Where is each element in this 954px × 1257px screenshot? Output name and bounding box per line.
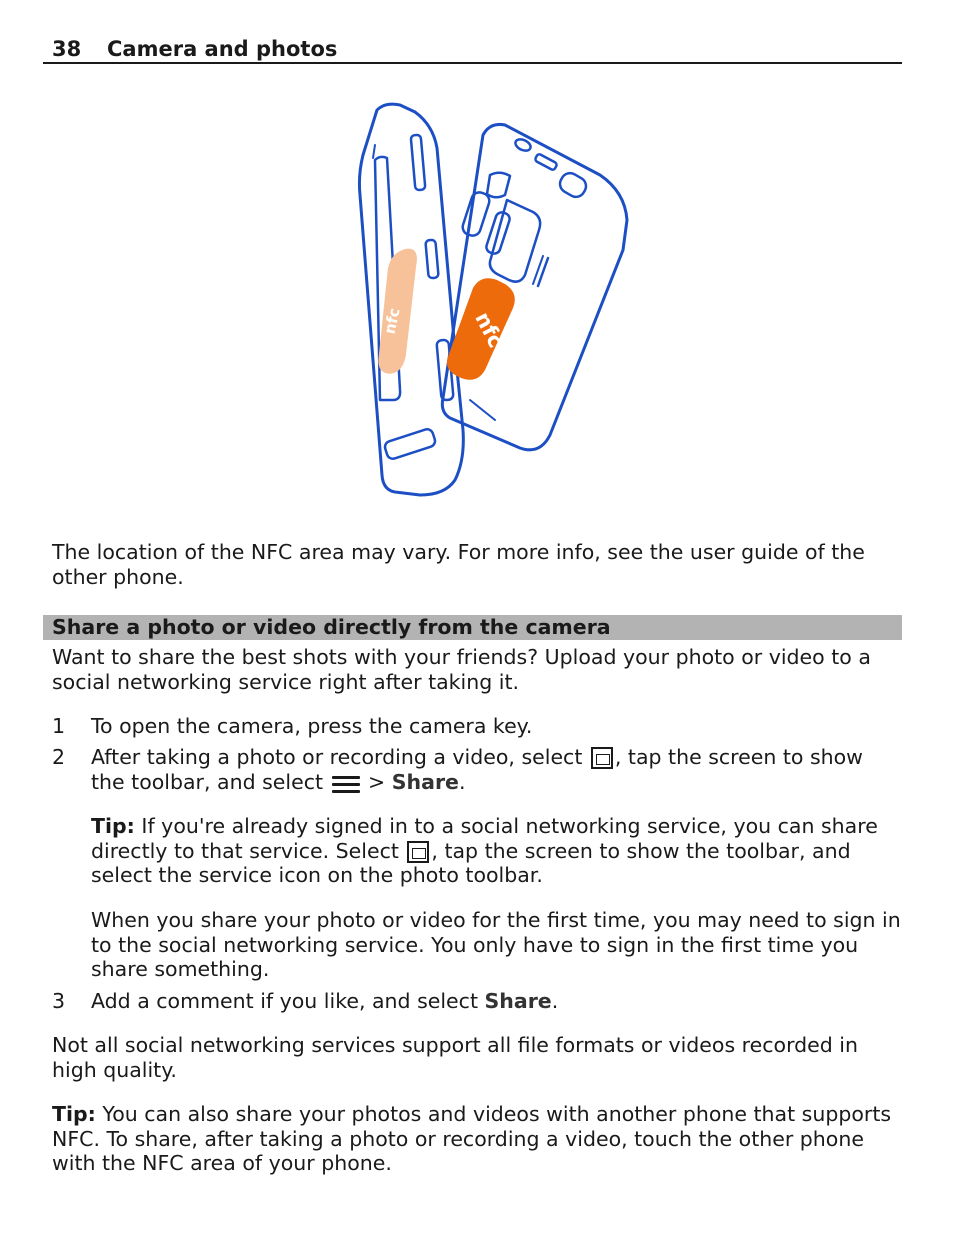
nfc-phones-illustration [355, 100, 630, 500]
step-2-part-d: . [458, 769, 466, 794]
step-2-text [91, 745, 901, 794]
step-2-part-a: After taking a photo or recording a video, select [91, 745, 589, 769]
section-heading: Share a photo or video directly from the camera [52, 615, 611, 639]
step-2-part-b: , tap the screen to show the toolbar, and select [91, 745, 863, 794]
step-1-text: To open the camera, press the camera key. [91, 714, 533, 738]
first-share-note: When you share your photo or video for the first time, you may need to sign in to the social networking service. You only have to sign in the first time you share something. [91, 908, 901, 981]
nfc-badge [447, 278, 515, 380]
page-number: 38 [52, 37, 82, 61]
tip-signed-in [91, 814, 901, 888]
section-heading-bar [43, 615, 902, 640]
step-3-part-a: Add a comment if you like, and select [91, 989, 485, 1013]
tip-label: Tip: [91, 814, 135, 838]
tip-label: Tip: [52, 1102, 96, 1126]
menu-icon [332, 774, 360, 794]
step-3-part-b: . [551, 989, 559, 1013]
phones-drawing [355, 100, 630, 500]
tip-1-part-a: If you're already signed in to a social networking service, you can share directly to that service. Select [91, 814, 878, 863]
page-header [43, 36, 902, 64]
tip-nfc-share [52, 1102, 902, 1176]
step-2-number: 2 [52, 745, 66, 769]
gallery-icon [407, 841, 429, 863]
svg-text:nfc: nfc [380, 306, 404, 336]
section-lead: Want to share the best shots with your friends? Upload your photo or video to a social networking service right after taking it. [52, 645, 871, 694]
step-3-number: 3 [52, 989, 66, 1013]
gallery-icon [591, 747, 613, 769]
nfc-badge-label: nfc [470, 308, 509, 352]
share-option: Share [484, 989, 552, 1013]
front-phone-nfc-area [377, 247, 417, 375]
tip-1-part-b: , tap the screen to show the toolbar, and select the service icon on the photo toolbar. [91, 838, 851, 887]
step-1-number: 1 [52, 714, 66, 738]
tip-2-text: You can also share your photos and videos with another phone that supports NFC. To share, after taking a photo or recording a video, touch the other phone with the NFC area of your phone. [52, 1102, 892, 1175]
format-support-note: Not all social networking services support all file formats or videos recorded in high quality. [52, 1033, 858, 1082]
chapter-title: Camera and photos [107, 37, 338, 61]
share-option: Share [391, 769, 459, 794]
step-2-part-c: > [361, 769, 392, 794]
nfc-location-note: The location of the NFC area may vary. For more info, see the user guide of the other phone. [52, 540, 865, 589]
step-3-text [91, 989, 901, 1014]
